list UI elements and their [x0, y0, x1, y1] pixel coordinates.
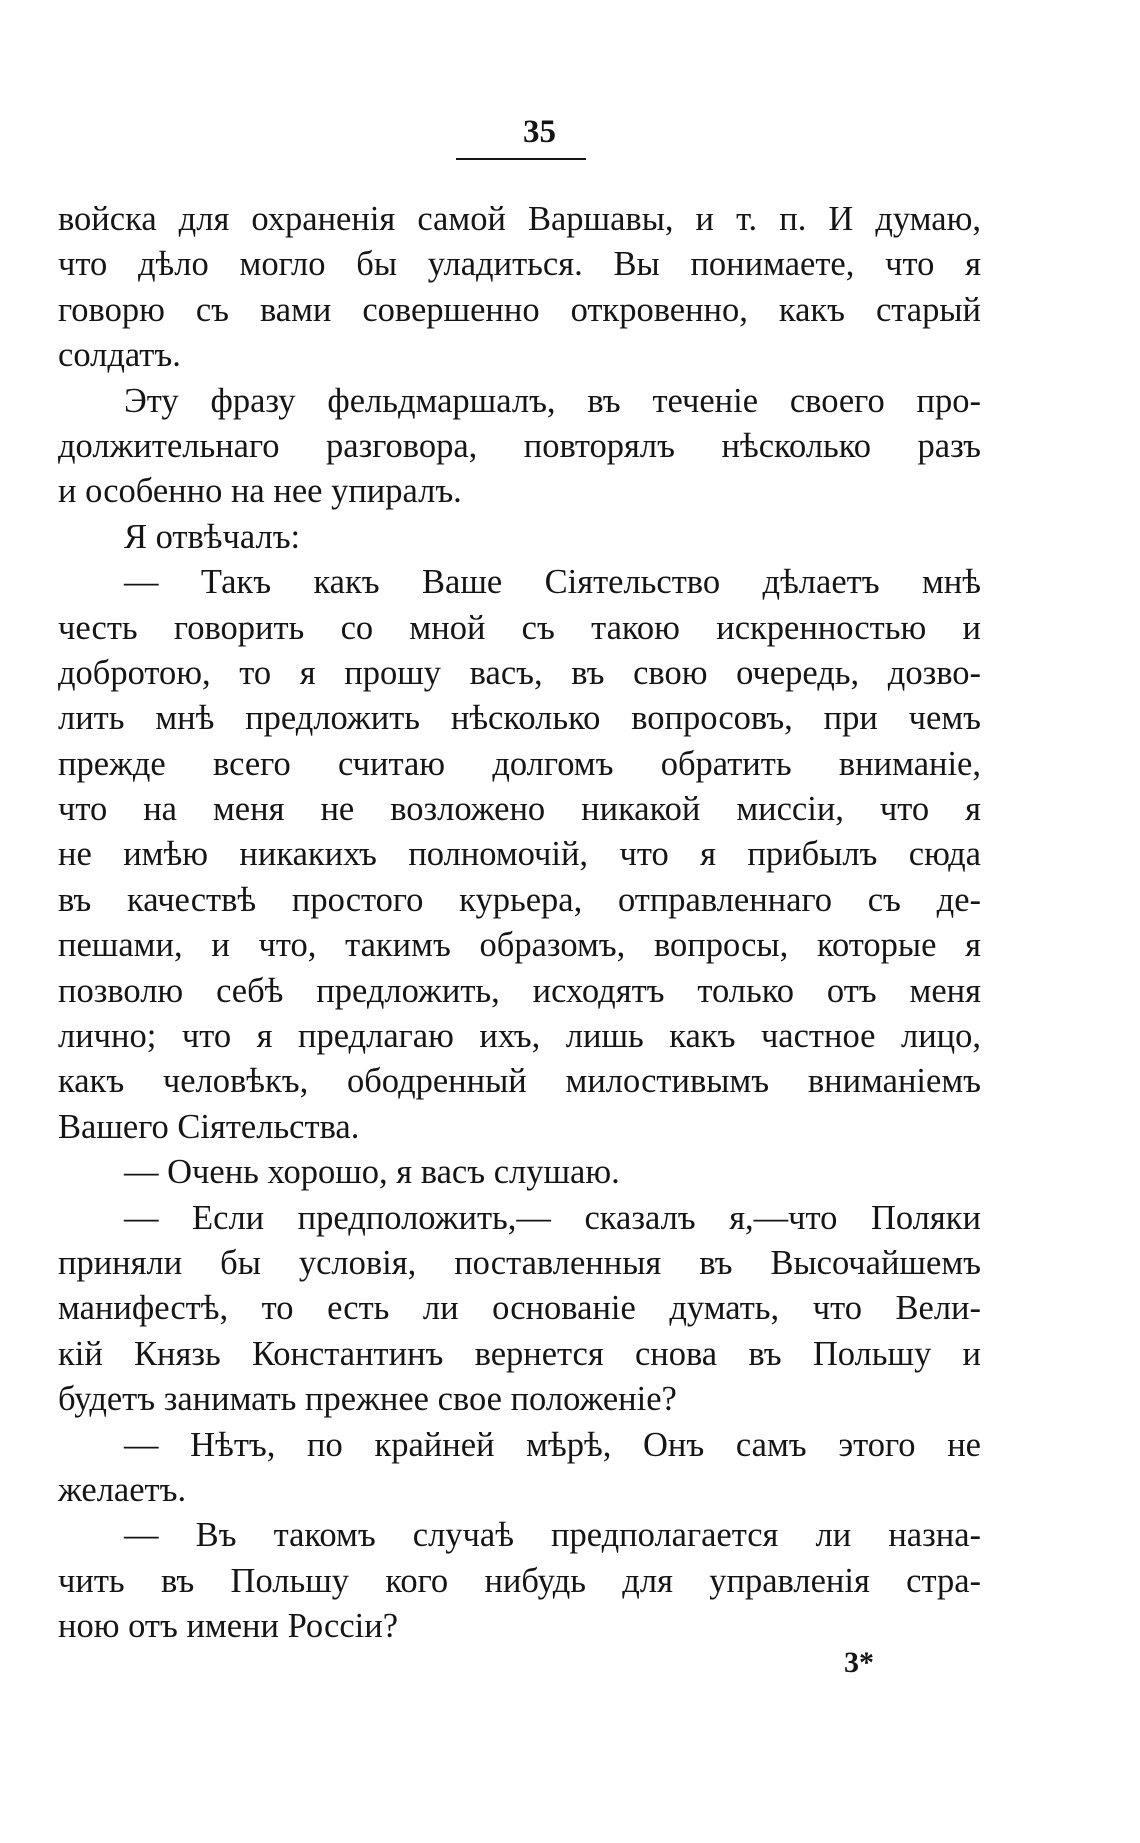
text-line: желаетъ.: [58, 1470, 187, 1509]
text-line: лить мнѣ предложить нѣсколько вопросовъ, при чемъ: [58, 699, 981, 738]
text-line: — Если предположить,— сказалъ я,—что Поляки: [124, 1198, 981, 1237]
text-line: позволю себѣ предложить, исходятъ только отъ меня: [58, 971, 981, 1010]
text-line: войска для охраненія самой Варшавы, и т. п. И думаю,: [58, 200, 981, 238]
text-line: манифестѣ, то есть ли основаніе думать, что Вели-: [58, 1289, 981, 1328]
text-line: прежде всего считаю долгомъ обратить вниманіе,: [58, 744, 981, 783]
page-text: [58, 197, 981, 1650]
text-line: — Нѣтъ, по крайней мѣрѣ, Онъ самъ этого не: [124, 1425, 981, 1464]
text-line: пешами, и что, такимъ образомъ, вопросы, которые я: [58, 926, 981, 965]
text-line: какъ человѣкъ, ободренный милостивымъ вниманіемъ: [58, 1062, 981, 1101]
text-line: не имѣю никакихъ полномочій, что я прибылъ сюда: [58, 835, 981, 874]
text-line: чить въ Польшу кого нибудь для управленія стра-: [58, 1561, 981, 1600]
text-line: будетъ занимать прежнее свое положеніе?: [58, 1380, 677, 1419]
text-line: и особенно на нее упиралъ.: [58, 472, 462, 511]
text-line: приняли бы условія, поставленныя въ Высочайшемъ: [58, 1243, 981, 1282]
text-line: Эту фразу фельдмаршалъ, въ теченіе своего про-: [124, 381, 981, 420]
text-line: что на меня не возложено никакой миссіи, что я: [58, 790, 981, 829]
text-line: Вашего Сіятельства.: [58, 1107, 360, 1146]
text-line: кій Князь Константинъ вернется снова въ Польшу и: [58, 1334, 981, 1373]
text-line: лично; что я предлагаю ихъ, лишь какъ частное лицо,: [58, 1017, 981, 1056]
text-line: Я отвѣчалъ:: [124, 517, 301, 556]
signature-mark: 3*: [844, 1646, 874, 1679]
text-line: добротою, то я прошу васъ, въ свою очередь, дозво-: [58, 653, 981, 692]
header-rule: [456, 158, 586, 160]
text-line: честь говорить со мной съ такою искренностью и: [58, 608, 981, 647]
text-line: ною отъ имени Россіи?: [58, 1607, 399, 1646]
text-line: солдатъ.: [58, 336, 181, 375]
text-line: — Такъ какъ Ваше Сіятельство дѣлаетъ мнѣ: [124, 563, 981, 602]
text-line: — Очень хорошо, я васъ слушаю.: [124, 1153, 620, 1192]
text-line: что дѣло могло бы уладиться. Вы понимаете, что я: [58, 245, 981, 284]
page-number: 35: [523, 114, 556, 150]
text-line: должительнаго разговора, повторялъ нѣсколько разъ: [58, 426, 981, 465]
text-line: говорю съ вами совершенно откровенно, какъ старый: [58, 290, 981, 329]
text-line: — Въ такомъ случаѣ предполагается ли назна-: [124, 1516, 981, 1555]
text-line: въ качествѣ простого курьера, отправленнаго съ де-: [58, 880, 981, 919]
